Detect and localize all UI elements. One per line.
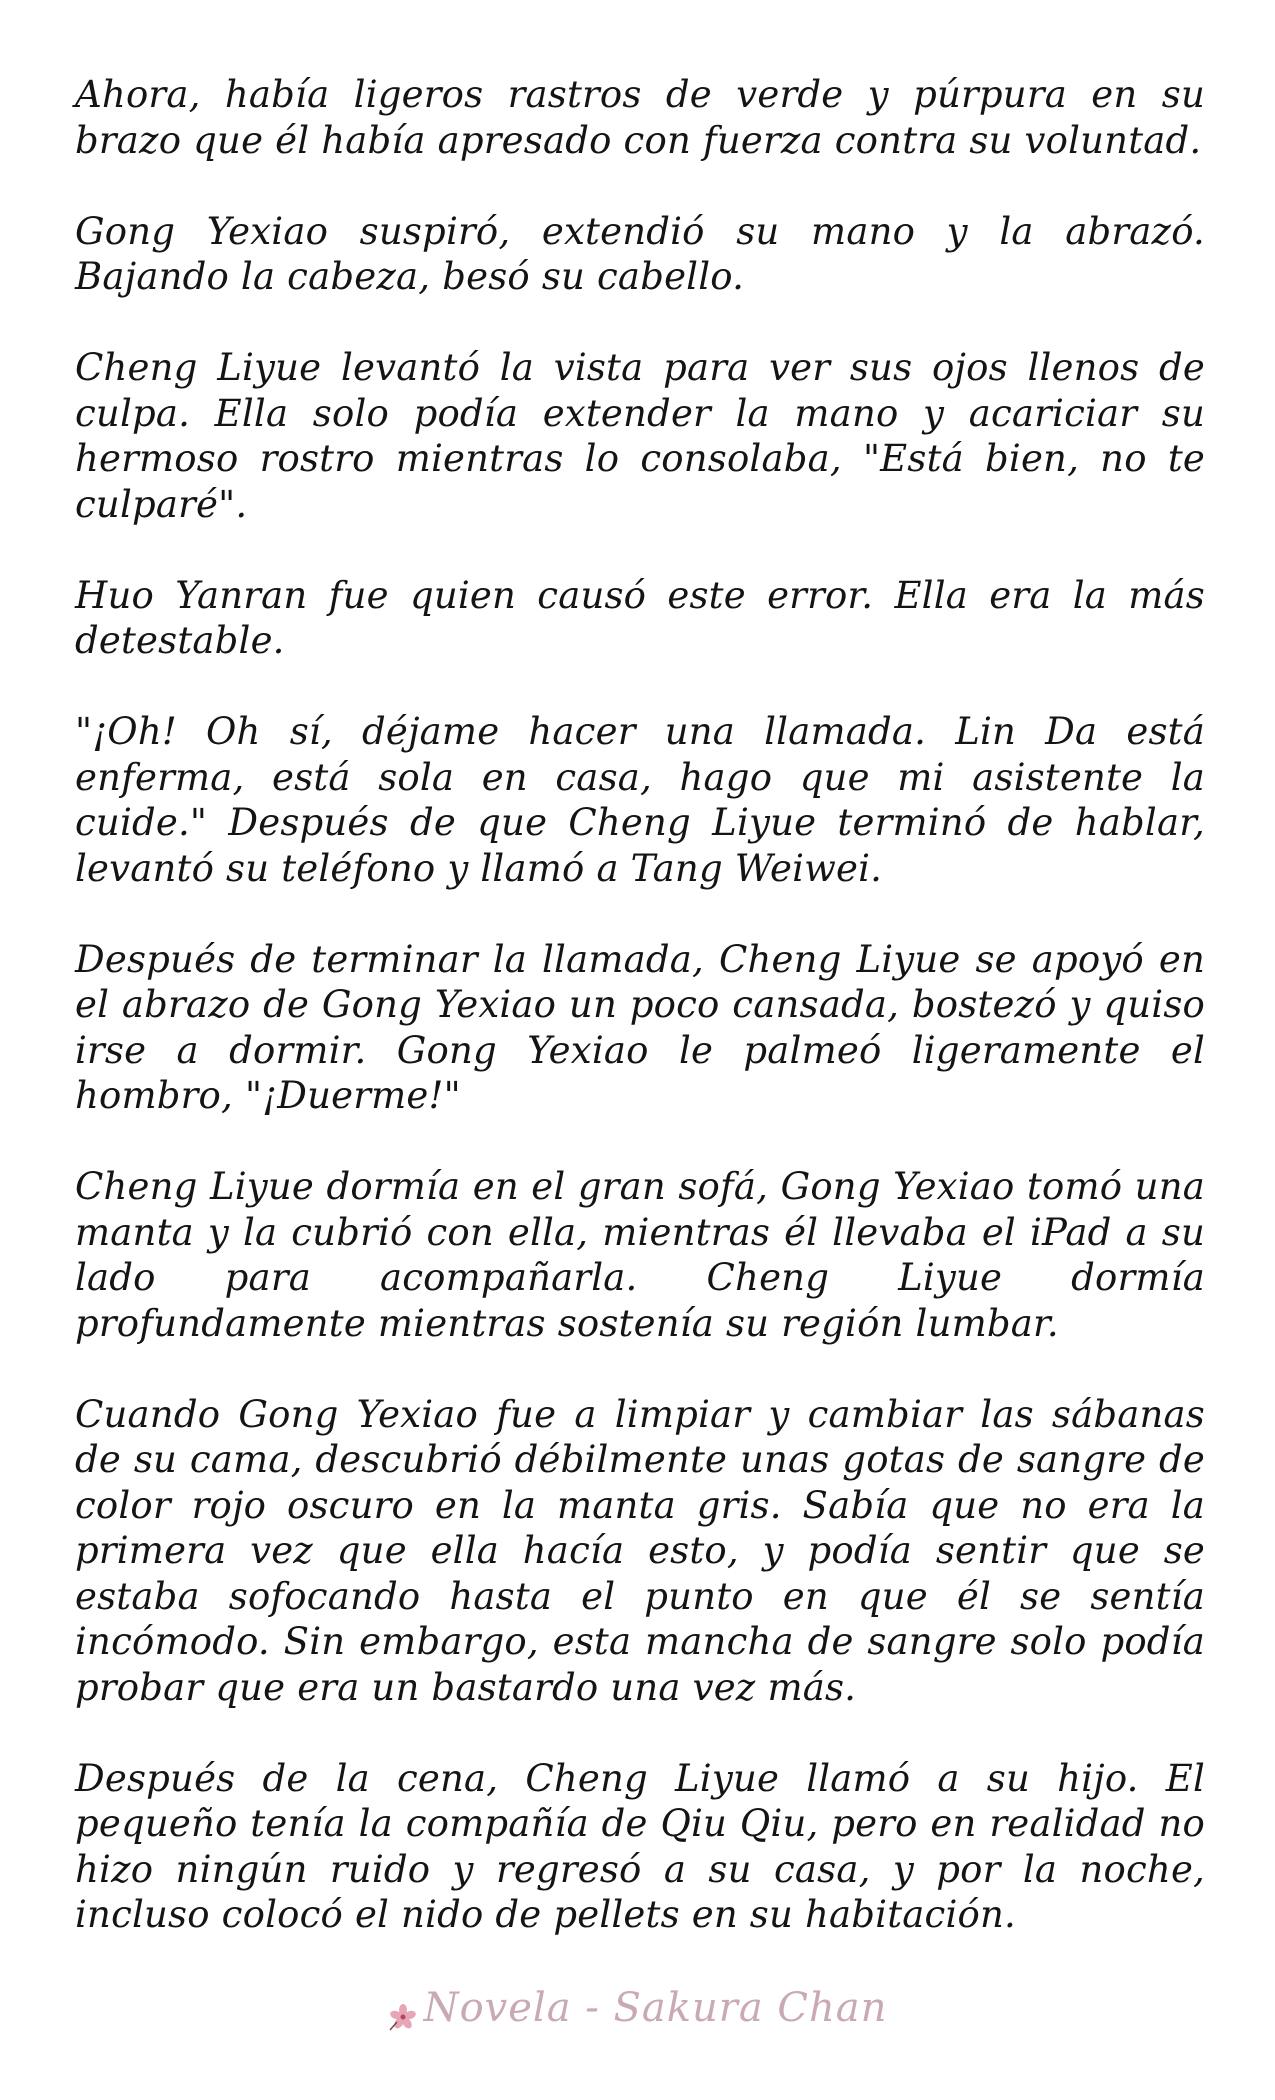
- paragraph: Después de terminar la llamada, Cheng Liyue se apoyó en el abrazo de Gong Yexiao un poco cansada, bostezó y quiso irse a dormir. Gong Yexiao le palmeó ligeramente el hombro, "¡Duerme!": [75, 937, 1205, 1117]
- watermark-text: Novela - Sakura Chan: [423, 1985, 888, 2031]
- sakura-flower-icon: [388, 1996, 418, 2026]
- paragraph: Cheng Liyue dormía en el gran sofá, Gong Yexiao tomó una manta y la cubrió con ella, mientras él llevaba el iPad a su lado para acompañarla. Cheng Liyue dormía profundamente mientras sostenía su región lumbar.: [75, 1165, 1205, 1345]
- paragraph: Ahora, había ligeros rastros de verde y púrpura en su brazo que él había apresado con fuerza contra su voluntad.: [75, 73, 1205, 162]
- document-body: [75, 72, 1205, 1983]
- paragraph: Gong Yexiao suspiró, extendió su mano y la abrazó. Bajando la cabeza, besó su cabello.: [75, 209, 1205, 298]
- paragraph: Después de la cena, Cheng Liyue llamó a su hijo. El pequeño tenía la compañía de Qiu Qiu, pero en realidad no hizo ningún ruido y regresó a su casa, y por la noche, incluso colocó el nido de pellets en su habitación.: [75, 1756, 1205, 1936]
- paragraph: Cuando Gong Yexiao fue a limpiar y cambiar las sábanas de su cama, descubrió débilmente unas gotas de sangre de color rojo oscuro en la manta gris. Sabía que no era la primera vez que ella hacía esto, y podía sentir que se estaba sofocando hasta el punto en que él se sentía incómodo. Sin embargo, esta mancha de sangre solo podía probar que era un bastardo una vez más.: [75, 1392, 1205, 1709]
- watermark: [0, 1985, 1275, 2031]
- paragraph: "¡Oh! Oh sí, déjame hacer una llamada. Lin Da está enferma, está sola en casa, hago que mi asistente la cuide." Después de que Cheng Liyue terminó de hablar, levantó su teléfono y llamó a Tang Weiwei.: [75, 710, 1205, 890]
- paragraph: Cheng Liyue levantó la vista para ver sus ojos llenos de culpa. Ella solo podía extender la mano y acariciar su hermoso rostro mientras lo consolaba, "Está bien, no te culparé".: [75, 346, 1205, 526]
- paragraph: Huo Yanran fue quien causó este error. Ella era la más detestable.: [75, 573, 1205, 662]
